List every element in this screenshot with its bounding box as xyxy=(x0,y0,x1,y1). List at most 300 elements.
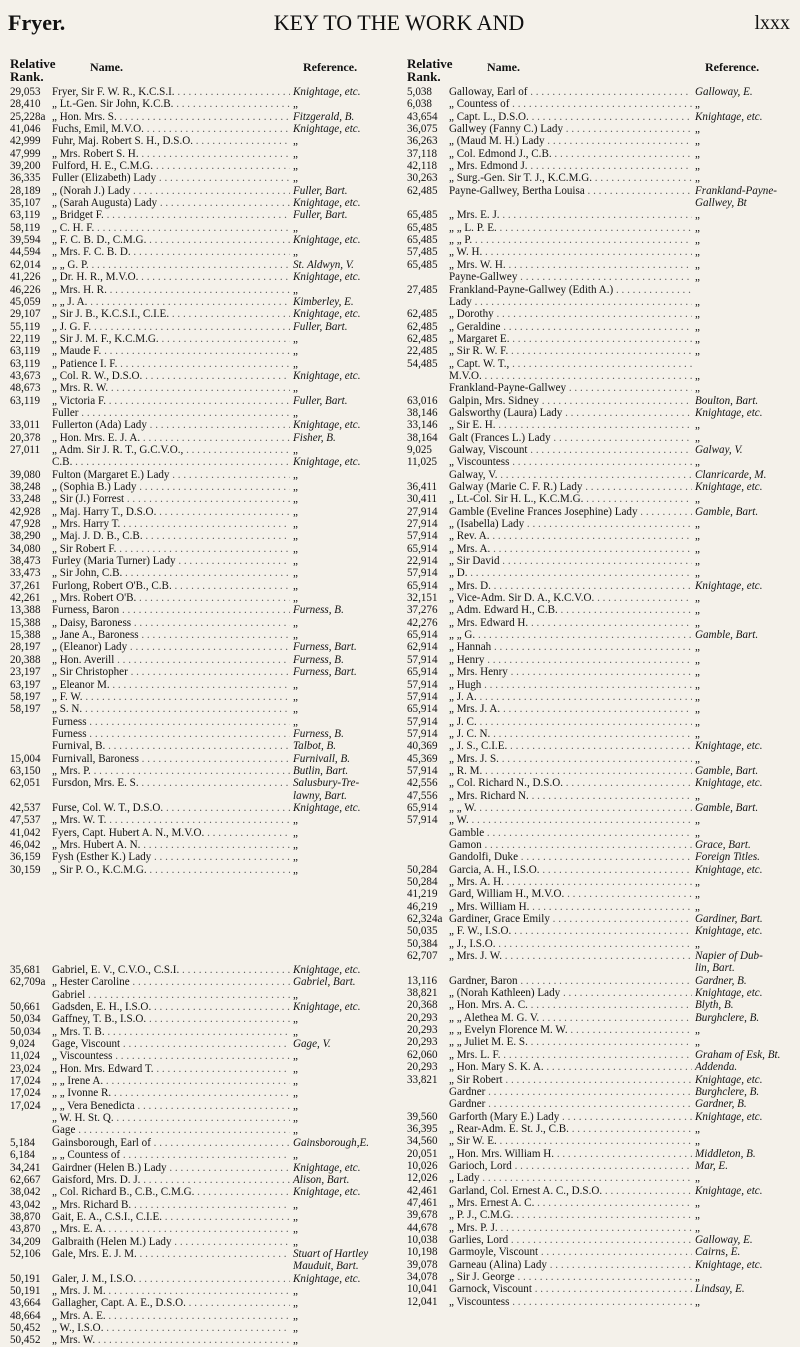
index-entry xyxy=(10,1149,395,1161)
entry-reference: „ xyxy=(293,1334,298,1347)
index-entry xyxy=(407,160,795,172)
entry-name: Furness . . . xyxy=(52,728,290,740)
relative-rank: 65,485 xyxy=(407,221,438,234)
entry-name: Fulton (Margaret E.) Lady . . . xyxy=(52,469,290,481)
relative-rank: 38,248 xyxy=(10,481,41,493)
index-entry xyxy=(407,654,795,666)
relative-rank: 42,461 xyxy=(407,1184,438,1197)
entry-reference: Furnivall, B. xyxy=(293,752,351,765)
entry-name: „ Viscountess . . . xyxy=(52,1050,290,1062)
index-entry xyxy=(407,1148,795,1160)
entry-name: „ W., I.S.O. . . . xyxy=(52,1322,290,1334)
entry-name: „ „ Evelyn Florence M. W. . . . xyxy=(449,1024,692,1036)
index-entry xyxy=(407,234,795,246)
entry-name: „ „ G. . . . xyxy=(449,629,692,641)
entry-reference: „ xyxy=(293,1062,298,1075)
entry-reference: Knightage, etc. xyxy=(695,110,763,123)
entry-reference: Knightage, etc. xyxy=(293,1161,361,1174)
index-entry xyxy=(407,456,795,468)
entry-name: „ Mrs. J. W. . . . xyxy=(449,950,692,962)
index-entry xyxy=(10,964,395,976)
entry-reference: „ xyxy=(695,1172,700,1185)
entry-reference: „ xyxy=(695,690,700,703)
entry-reference: „ xyxy=(695,419,700,432)
entry-name: „ Col. Richard B., C.B., C.M.G. . . . xyxy=(52,1186,290,1198)
index-entry xyxy=(407,296,795,308)
index-entry xyxy=(10,1162,395,1174)
entry-reference: „ xyxy=(293,579,298,592)
relative-rank: 34,560 xyxy=(407,1135,438,1148)
entry-reference: „ xyxy=(695,653,700,666)
relative-rank: 20,293 xyxy=(407,1011,438,1024)
index-entry xyxy=(10,827,395,839)
entry-name: Fryer, Sir F. W. R., K.C.S.I. . . . xyxy=(52,86,290,98)
name-heading: Name. xyxy=(90,60,123,74)
rank-heading: Relative Rank. xyxy=(10,56,56,84)
entry-reference: Gamble, Bart. xyxy=(695,764,759,777)
relative-rank: 33,473 xyxy=(10,567,41,580)
entry-reference: Gallwey, Bt xyxy=(695,197,747,210)
entry-reference: Kimberley, E. xyxy=(293,295,354,308)
entry-reference: Grace, Bart. xyxy=(695,838,751,851)
index-entry xyxy=(10,691,395,703)
entry-name: „ (Norah Kathleen) Lady . . . xyxy=(449,987,692,999)
index-entry xyxy=(407,975,795,987)
entry-reference: Knightage, etc. xyxy=(695,579,763,592)
entry-name: „ Col. Richard N., D.S.O. . . . xyxy=(449,777,692,789)
entry-name: Gallagher, Capt. A. E., D.S.O. . . . xyxy=(52,1297,290,1309)
index-entry xyxy=(10,111,395,123)
entry-name: „ Mrs. P. . . . xyxy=(52,765,290,777)
entry-name: „ „ Ivonne R. . . . xyxy=(52,1087,290,1099)
relative-rank: 33,821 xyxy=(407,1073,438,1086)
entry-name: Galpin, Mrs. Sidney . . . xyxy=(449,395,692,407)
entry-reference: Knightage, etc. xyxy=(293,801,361,814)
entry-reference: Knightage, etc. xyxy=(293,308,361,321)
index-entry xyxy=(10,1001,395,1013)
relative-rank: 36,335 xyxy=(10,172,41,185)
entry-name: Fuller . . . xyxy=(52,407,290,419)
index-entry xyxy=(407,987,795,999)
index-entry xyxy=(10,395,395,407)
entry-name: „ „ J. A. . . . xyxy=(52,296,290,308)
index-entry xyxy=(10,172,395,184)
index-entry xyxy=(10,1137,395,1149)
index-entry xyxy=(10,197,395,209)
entry-name: „ F. C. B. D., C.M.G. . . . xyxy=(52,234,290,246)
entry-reference: „ xyxy=(293,1284,298,1297)
relative-rank: 62,485 xyxy=(407,184,438,197)
relative-rank: 41,219 xyxy=(407,888,438,901)
entry-reference: „ xyxy=(695,123,700,136)
relative-rank: 38,164 xyxy=(407,431,438,444)
index-entry xyxy=(10,617,395,629)
relative-rank: 30,411 xyxy=(407,493,438,506)
relative-rank: 50,191 xyxy=(10,1272,41,1285)
index-entry xyxy=(10,629,395,641)
entry-name: Furlong, Robert O'B., C.B. . . . xyxy=(52,580,290,592)
index-entry xyxy=(10,444,395,456)
relative-rank: 33,011 xyxy=(10,419,41,432)
entry-reference: Alison, Bart. xyxy=(293,1173,350,1186)
relative-rank: 10,041 xyxy=(407,1283,438,1296)
index-entry xyxy=(10,728,395,740)
entry-reference: „ xyxy=(293,1297,298,1310)
relative-rank: 28,197 xyxy=(10,641,41,654)
index-entry xyxy=(10,98,395,110)
index-entry xyxy=(407,814,795,826)
relative-rank: 6,184 xyxy=(10,1149,35,1162)
entry-reference: „ xyxy=(293,1223,298,1236)
entry-reference: „ xyxy=(293,542,298,555)
entry-reference: „ xyxy=(293,703,298,716)
entry-reference: Gage, V. xyxy=(293,1038,331,1051)
entry-name: „ Hon. Averill . . . xyxy=(52,654,290,666)
entry-reference: „ xyxy=(293,1198,298,1211)
index-entry xyxy=(407,999,795,1011)
entry-reference: „ xyxy=(293,98,298,111)
entry-reference: „ xyxy=(293,678,298,691)
entry-reference: Gamble, Bart. xyxy=(695,505,759,518)
entry-name: „ Sir W. E. . . . xyxy=(449,1135,692,1147)
relative-rank: 36,159 xyxy=(10,851,41,864)
entry-reference: „ xyxy=(695,530,700,543)
index-entry xyxy=(10,740,395,752)
entry-name: Gamble . . . xyxy=(449,827,692,839)
relative-rank: 57,914 xyxy=(407,764,438,777)
entry-reference: „ xyxy=(293,838,298,851)
entry-reference: „ xyxy=(695,295,700,308)
entry-name: Frankland-Payne-Gallwey . . . xyxy=(449,382,692,394)
relative-rank: 42,261 xyxy=(10,592,41,605)
index-entry xyxy=(407,246,795,258)
index-entry xyxy=(10,333,395,345)
index-entry xyxy=(10,345,395,357)
entry-name: „ „ G. P. . . . xyxy=(52,259,290,271)
index-entry xyxy=(407,1086,795,1098)
entry-reference: „ xyxy=(293,629,298,642)
index-entry xyxy=(407,1296,795,1308)
relative-rank: 63,197 xyxy=(10,678,41,691)
entry-reference: „ xyxy=(293,283,298,296)
entry-reference: „ xyxy=(293,988,298,1001)
relative-rank: 43,042 xyxy=(10,1198,41,1211)
relative-rank: 20,293 xyxy=(407,1061,438,1074)
entry-name: „ Sir Robert . . . xyxy=(449,1074,692,1086)
relative-rank: 22,119 xyxy=(10,332,41,345)
entry-reference: Knightage, etc. xyxy=(293,419,361,432)
entry-name: Furse, Col. W. T., D.S.O. . . . xyxy=(52,802,290,814)
entry-reference: „ xyxy=(293,1210,298,1223)
relative-rank: 44,594 xyxy=(10,246,41,259)
running-head-left: Fryer. xyxy=(8,10,66,35)
index-entry xyxy=(10,518,395,530)
index-entry xyxy=(10,209,395,221)
index-entry xyxy=(10,592,395,604)
entry-reference: „ xyxy=(695,1271,700,1283)
index-entry xyxy=(407,123,795,135)
entry-reference: „ xyxy=(695,369,700,382)
index-entry xyxy=(407,1172,795,1184)
entry-name: „ Hon. Mrs. E. J. A. . . . xyxy=(52,432,290,444)
relative-rank: 36,411 xyxy=(407,481,438,493)
entry-reference: „ xyxy=(293,1235,298,1248)
entry-reference: „ xyxy=(695,789,700,802)
entry-reference: „ xyxy=(695,320,700,333)
entry-reference: „ xyxy=(293,1149,298,1162)
entry-name: Galway, Viscount . . . xyxy=(449,444,692,456)
entry-reference: Lindsay, E. xyxy=(695,1283,745,1296)
index-entry xyxy=(10,1248,395,1260)
entry-name: „ Sir Christopher . . . xyxy=(52,666,290,678)
entry-name: „ Adm. Edward H., C.B. . . . xyxy=(449,604,692,616)
entry-name: „ J. G. F. . . . xyxy=(52,321,290,333)
entry-name: Furness . . . xyxy=(52,716,290,728)
entry-reference: „ xyxy=(695,1135,700,1148)
index-entry xyxy=(10,358,395,370)
rank-heading: Relative Rank. xyxy=(407,56,453,84)
entry-name: „ Mrs. Henry . . . xyxy=(449,666,692,678)
entry-name: Galt (Frances L.) Lady . . . xyxy=(449,432,692,444)
relative-rank: 62,707 xyxy=(407,950,438,963)
entry-reference: „ xyxy=(695,814,700,827)
entry-reference: Furness, Bart. xyxy=(293,641,357,654)
relative-rank: 34,241 xyxy=(10,1161,41,1174)
entry-reference: „ xyxy=(293,1050,298,1063)
index-entry xyxy=(10,1199,395,1211)
entry-reference: „ xyxy=(293,147,298,160)
index-entry xyxy=(407,271,795,283)
entry-name: „ W. H. St. Q. . . . xyxy=(52,1112,290,1124)
index-entry xyxy=(10,271,395,283)
reference-heading: Reference. xyxy=(303,60,358,74)
relative-rank: 34,080 xyxy=(10,542,41,555)
entry-name: „ Hon. Mary S. K. A. . . . xyxy=(449,1061,692,1073)
entry-name: „ S. N. . . . xyxy=(52,703,290,715)
relative-rank: 34,078 xyxy=(407,1271,438,1283)
entry-name: Gardner, Baron . . . xyxy=(449,975,692,987)
entry-reference: „ xyxy=(695,258,700,271)
index-entry xyxy=(407,395,795,407)
entry-reference: „ xyxy=(293,1321,298,1334)
entry-name: Payne-Gallwey, Bertha Louisa . . . xyxy=(449,185,692,197)
relative-rank: 39,080 xyxy=(10,468,41,481)
entry-reference: „ xyxy=(695,666,700,679)
index-entry xyxy=(10,185,395,197)
relative-rank: 11,025 xyxy=(407,456,438,469)
index-entry xyxy=(407,382,795,394)
entry-name: „ „ L. P. E. . . . xyxy=(449,222,692,234)
index-entry xyxy=(10,308,395,320)
relative-rank: 12,026 xyxy=(407,1172,438,1185)
relative-rank: 34,209 xyxy=(10,1235,41,1248)
entry-name: „ Sir (J.) Forrest . . . xyxy=(52,493,290,505)
entry-reference: Fuller, Bart. xyxy=(293,184,348,197)
section-break xyxy=(10,876,395,964)
entry-name: „ Vice-Adm. Sir D. A., K.C.V.O. . . . xyxy=(449,592,692,604)
relative-rank: 38,821 xyxy=(407,987,438,1000)
index-entry xyxy=(10,641,395,653)
relative-rank: 47,537 xyxy=(10,814,41,827)
index-entry xyxy=(10,160,395,172)
index-entry xyxy=(10,86,395,98)
index-entry xyxy=(10,703,395,715)
index-entry xyxy=(407,629,795,641)
index-entry xyxy=(407,1185,795,1197)
entry-reference: Knightage, etc. xyxy=(695,406,763,419)
index-entry xyxy=(10,777,395,789)
relative-rank: 50,284 xyxy=(407,876,438,888)
relative-rank: 20,293 xyxy=(407,1024,438,1037)
index-entry xyxy=(10,382,395,394)
entry-name: Fulford, H. E., C.M.G. . . . xyxy=(52,160,290,172)
index-entry xyxy=(407,592,795,604)
relative-rank: 38,042 xyxy=(10,1186,41,1199)
relative-rank: 62,709a xyxy=(10,976,46,989)
relative-rank: 39,200 xyxy=(10,160,41,173)
relative-rank: 50,452 xyxy=(10,1321,41,1334)
entry-reference: „ xyxy=(293,1013,298,1026)
relative-rank: 65,914 xyxy=(407,542,438,555)
entry-name: Fyers, Capt. Hubert A. N., M.V.O. . . . xyxy=(52,827,290,839)
entry-name: Gardner . . . xyxy=(449,1098,692,1110)
entry-name: „ Mrs. Robert O'B. . . . xyxy=(52,592,290,604)
entry-name: „ Mrs. P. J. . . . xyxy=(449,1222,692,1234)
entry-name: „ Hon. Mrs. William H. . . . xyxy=(449,1148,692,1160)
entry-name: Garland, Col. Ernest A. C., D.S.O. . . . xyxy=(449,1185,692,1197)
entry-reference: „ xyxy=(293,1075,298,1088)
relative-rank: 11,024 xyxy=(10,1050,41,1063)
entry-reference: „ xyxy=(293,690,298,703)
entry-reference: Knightage, etc. xyxy=(293,197,361,210)
entry-name: Gamble (Eveline Frances Josephine) Lady . . . xyxy=(449,506,692,518)
relative-rank: 46,219 xyxy=(407,900,438,913)
index-entry xyxy=(407,481,795,493)
entry-reference: Knightage, etc. xyxy=(695,481,763,493)
entry-reference: Gabriel, Bart. xyxy=(293,976,356,989)
index-entry xyxy=(10,1174,395,1186)
index-entry xyxy=(407,641,795,653)
entry-name: Gallwey (Fanny C.) Lady . . . xyxy=(449,123,692,135)
entry-name: „ „ Countess of . . . xyxy=(52,1149,290,1161)
index-entry xyxy=(10,506,395,518)
index-entry xyxy=(10,234,395,246)
relative-rank: 62,324a xyxy=(407,913,443,926)
entry-name: Gandolfi, Duke . . . xyxy=(449,851,692,863)
entry-name: Fuller (Elizabeth) Lady . . . xyxy=(52,172,290,184)
entry-reference: „ xyxy=(695,937,700,950)
entry-name: C.B. . . . xyxy=(52,456,290,468)
entry-name: Gage, Viscount . . . xyxy=(52,1038,290,1050)
entry-name: „ Rear-Adm. E. St. J., C.B. . . . xyxy=(449,1123,692,1135)
relative-rank: 23,024 xyxy=(10,1062,41,1075)
entry-name: „ „ Alethea M. G. V. . . . xyxy=(449,1012,692,1024)
index-entry xyxy=(10,567,395,579)
index-entry xyxy=(10,864,395,876)
entry-name: „ Maude F. . . . xyxy=(52,345,290,357)
relative-rank: 28,189 xyxy=(10,184,41,197)
index-entry xyxy=(10,1075,395,1087)
entry-reference: Knightage, etc. xyxy=(695,987,763,1000)
entry-reference: „ xyxy=(695,234,700,247)
index-entry xyxy=(10,148,395,160)
entry-reference: „ xyxy=(695,678,700,691)
entry-name: Gainsborough, Earl of . . . xyxy=(52,1137,290,1149)
entry-reference: „ xyxy=(695,382,700,395)
entry-reference: „ xyxy=(695,160,700,173)
index-entry xyxy=(10,555,395,567)
relative-rank: 65,914 xyxy=(407,703,438,716)
relative-rank: 55,119 xyxy=(10,320,41,333)
relative-rank: 35,681 xyxy=(10,964,41,976)
index-entry xyxy=(407,444,795,456)
entry-reference: „ xyxy=(695,246,700,259)
entry-name: Furnival, B. . . . xyxy=(52,740,290,752)
relative-rank: 39,560 xyxy=(407,1110,438,1123)
entry-name: „ Hon. Mrs. A. C. . . . xyxy=(449,999,692,1011)
entry-name: „ F. W., I.S.O. . . . xyxy=(449,925,692,937)
relative-rank: 10,198 xyxy=(407,1246,438,1259)
entry-name: „ J., I.S.O. . . . xyxy=(449,938,692,950)
entry-name: „ Geraldine . . . xyxy=(449,321,692,333)
entry-name: Garioch, Lord . . . xyxy=(449,1160,692,1172)
right-column xyxy=(407,57,795,1308)
index-entry xyxy=(10,246,395,258)
entry-reference: Addenda. xyxy=(695,1061,738,1074)
relative-rank: 9,025 xyxy=(407,443,432,456)
relative-rank: 50,034 xyxy=(10,1025,41,1038)
index-entry xyxy=(10,604,395,616)
entry-reference: Foreign Titles. xyxy=(695,851,760,864)
index-entry xyxy=(10,407,395,419)
relative-rank: 54,485 xyxy=(407,357,438,370)
entry-reference: „ xyxy=(695,456,700,469)
relative-rank: 65,485 xyxy=(407,209,438,222)
entry-reference: „ xyxy=(293,826,298,839)
entry-name: „ Dorothy . . . xyxy=(449,308,692,320)
entry-reference: „ xyxy=(695,332,700,345)
entry-name: Galway, V. . . . xyxy=(449,469,692,481)
entry-name: „ „ W. . . . xyxy=(449,802,692,814)
entry-reference: „ xyxy=(293,468,298,481)
entry-name: „ Dr. H. R., M.V.O. . . . xyxy=(52,271,290,283)
relative-rank: 5,184 xyxy=(10,1136,35,1149)
relative-rank: 27,485 xyxy=(407,283,438,296)
entry-reference: „ xyxy=(695,1024,700,1037)
relative-rank: 65,914 xyxy=(407,666,438,679)
relative-rank: 40,369 xyxy=(407,740,438,753)
entry-name: „ Jane A., Baroness . . . xyxy=(52,629,290,641)
entry-reference: „ xyxy=(695,271,700,284)
entry-reference: Gardner, B. xyxy=(695,974,747,987)
relative-rank: 5,038 xyxy=(407,86,432,98)
relative-rank: 43,673 xyxy=(10,369,41,382)
entry-reference: Fuller, Bart. xyxy=(293,320,348,333)
index-entry xyxy=(407,1283,795,1295)
relative-rank: 30,159 xyxy=(10,863,41,876)
entry-name: „ Mrs. Edmond J. . . . xyxy=(449,160,692,172)
index-entry xyxy=(407,1259,795,1271)
relative-rank: 28,410 xyxy=(10,98,41,111)
entry-reference: „ xyxy=(293,160,298,173)
index-entry xyxy=(10,530,395,542)
index-entry xyxy=(407,1234,795,1246)
entry-name: Lady . . . xyxy=(449,296,692,308)
entry-reference: Gardiner, Bart. xyxy=(695,913,763,926)
relative-rank: 39,678 xyxy=(407,1209,438,1222)
index-entry xyxy=(407,419,795,431)
relative-rank: 50,661 xyxy=(10,1001,41,1014)
